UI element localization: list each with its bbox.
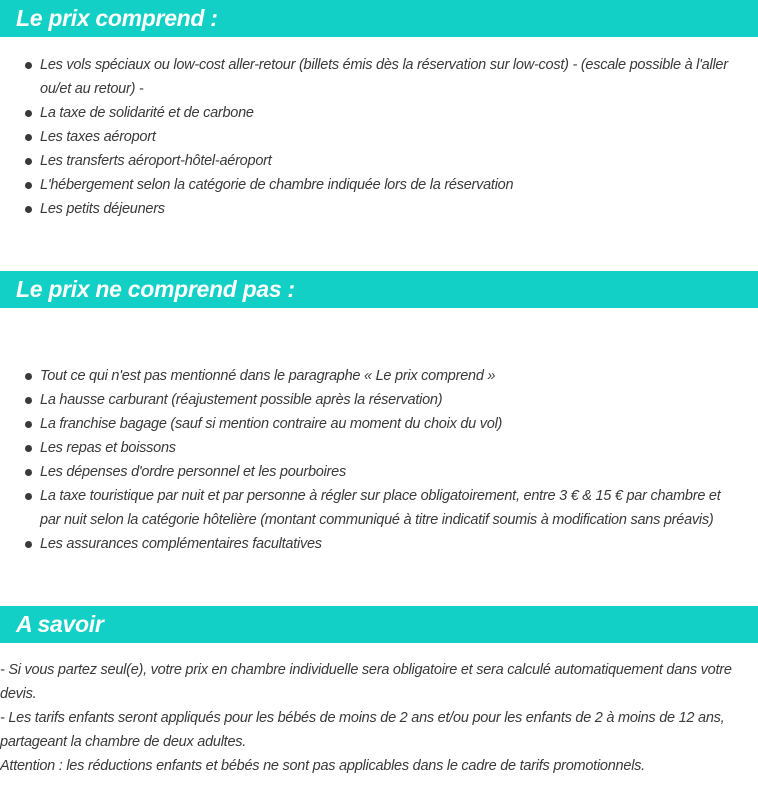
savoir-section-title: A savoir	[16, 611, 104, 637]
bullet-icon	[25, 469, 32, 476]
list-item-text: Les transferts aéroport-hôtel-aéroport	[40, 153, 272, 169]
list-item-text: Les dépenses d'ordre personnel et les pourboires	[40, 464, 346, 480]
list-item-text: Les petits déjeuners	[40, 201, 165, 217]
excluded-list	[0, 364, 758, 556]
list-item-text: La taxe de solidarité et de carbone	[40, 105, 254, 121]
bullet-icon	[25, 493, 32, 500]
list-item-text: La hausse carburant (réajustement possible après la réservation)	[40, 392, 443, 408]
list-item	[0, 197, 758, 221]
excluded-section-header	[0, 271, 758, 308]
savoir-section-header	[0, 606, 758, 643]
included-list	[0, 53, 758, 221]
list-item	[0, 388, 758, 412]
list-item-text: La taxe touristique par nuit et par personne à régler sur place obligatoirement, entre 3 € & 15 € par chambre et par nuit selon la catégorie hôtelière (montant communiqué à titre indicatif soumis à modification sans préavis)	[40, 488, 721, 528]
list-item	[0, 149, 758, 173]
list-item-text: Tout ce qui n'est pas mentionné dans le paragraphe « Le prix comprend »	[40, 368, 496, 384]
savoir-paragraph: - Si vous partez seul(e), votre prix en chambre individuelle sera obligatoire et sera calculé automatiquement dans votre devis.	[0, 662, 732, 702]
bullet-icon	[25, 445, 32, 452]
list-item-text: Les repas et boissons	[40, 440, 176, 456]
list-item	[0, 412, 758, 436]
list-item-text: La franchise bagage (sauf si mention contraire au moment du choix du vol)	[40, 416, 503, 432]
list-item-text: Les assurances complémentaires facultatives	[40, 536, 322, 552]
list-item	[0, 460, 758, 484]
list-item	[0, 532, 758, 556]
list-item-text: Les taxes aéroport	[40, 129, 156, 145]
bullet-icon	[25, 397, 32, 404]
list-item	[0, 173, 758, 197]
list-item-text: L'hébergement selon la catégorie de chambre indiquée lors de la réservation	[40, 177, 514, 193]
included-section-header	[0, 0, 758, 37]
bullet-icon	[25, 182, 32, 189]
list-item	[0, 101, 758, 125]
bullet-icon	[25, 421, 32, 428]
savoir-paragraph: Attention : les réductions enfants et bébés ne sont pas applicables dans le cadre de tarifs promotionnels.	[0, 758, 645, 774]
excluded-section-title: Le prix ne comprend pas :	[16, 276, 295, 302]
bullet-icon	[25, 373, 32, 380]
savoir-body	[0, 658, 752, 778]
included-section-title: Le prix comprend :	[16, 5, 218, 31]
bullet-icon	[25, 134, 32, 141]
bullet-icon	[25, 158, 32, 165]
bullet-icon	[25, 206, 32, 213]
list-item-text: Les vols spéciaux ou low-cost aller-retour (billets émis dès la réservation sur low-cost) - (escale possible à l'aller ou/et au retour) -	[40, 57, 728, 97]
bullet-icon	[25, 110, 32, 117]
bullet-icon	[25, 62, 32, 69]
bullet-icon	[25, 541, 32, 548]
list-item	[0, 53, 758, 101]
list-item	[0, 125, 758, 149]
savoir-paragraph: - Les tarifs enfants seront appliqués pour les bébés de moins de 2 ans et/ou pour les enfants de 2 à moins de 12 ans, partageant la chambre de deux adultes.	[0, 710, 725, 750]
list-item	[0, 484, 758, 532]
list-item	[0, 364, 758, 388]
list-item	[0, 436, 758, 460]
